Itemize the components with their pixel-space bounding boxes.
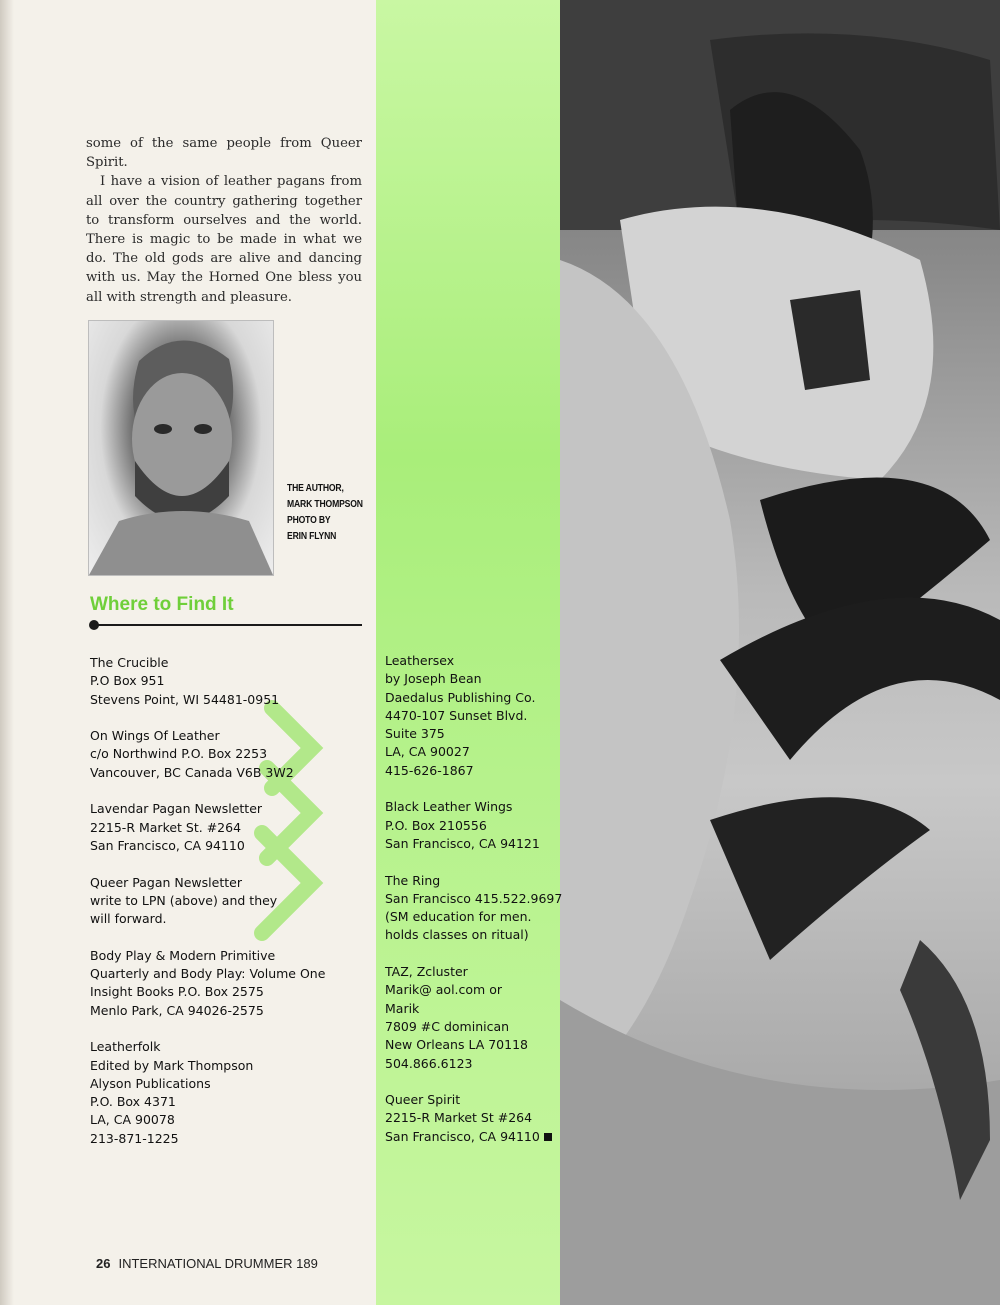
resource-line: 2215-R Market St. #264: [90, 819, 242, 835]
resource-entry: [90, 800, 360, 855]
resource-entry: [385, 1091, 563, 1146]
resource-line: Daedalus Publishing Co.: [385, 689, 536, 705]
caption-line: PHOTO BY: [287, 514, 331, 526]
page-edge: [0, 0, 14, 1305]
resource-line: Marik@ aol.com or: [385, 982, 502, 998]
resource-line: Queer Pagan Newsletter: [90, 874, 242, 890]
resource-entry: [385, 798, 563, 853]
heading-rule: [96, 624, 362, 626]
resource-list-left: [90, 654, 360, 1166]
resource-entry: [90, 874, 360, 929]
resource-line: Quarterly and Body Play: Volume One: [90, 966, 326, 982]
resource-line: New Orleans LA 70118: [385, 1037, 528, 1053]
end-of-article-mark: [544, 1133, 552, 1141]
caption-line: THE AUTHOR,: [287, 482, 344, 494]
resource-line: Stevens Point, WI 54481-0951: [90, 691, 280, 707]
photo-caption: [287, 480, 361, 544]
resource-line: 2215-R Market St #264: [385, 1110, 533, 1126]
resource-entry: [385, 652, 563, 780]
resource-line: Vancouver, BC Canada V6B 3W2: [90, 764, 294, 780]
author-portrait-photo: [88, 320, 274, 576]
resource-line: 4470-107 Sunset Blvd.: [385, 707, 528, 723]
tattooed-figure-photo: [560, 0, 1000, 1305]
resource-line: San Francisco, CA 94110: [90, 837, 245, 853]
resource-line: will forward.: [90, 911, 167, 927]
resource-line: Lavendar Pagan Newsletter: [90, 801, 263, 817]
resource-entry: [90, 1038, 360, 1148]
portrait-shapes: [89, 321, 273, 575]
resource-line: c/o Northwind P.O. Box 2253: [90, 746, 268, 762]
resource-line: The Ring: [385, 872, 441, 888]
resource-entry: [90, 727, 360, 782]
resource-line: Body Play & Modern Primitive: [90, 947, 276, 963]
resource-line: Queer Spirit: [385, 1092, 461, 1108]
resource-line: 415-626-1867: [385, 762, 474, 778]
resource-line: On Wings Of Leather: [90, 728, 220, 744]
article-paragraph: some of the same people from Queer Spirit.: [86, 136, 362, 171]
page-footer: [96, 1256, 318, 1271]
resource-entry: [385, 963, 563, 1073]
resource-line: Marik: [385, 1000, 420, 1016]
article-body: [86, 134, 362, 307]
caption-line: MARK THOMPSON: [287, 498, 363, 510]
resource-line: San Francisco, CA 94110: [385, 1128, 540, 1144]
resource-line: Menlo Park, CA 94026-2575: [90, 1002, 264, 1018]
resource-line: The Crucible: [90, 655, 169, 670]
resource-line: P.O. Box 4371: [90, 1094, 176, 1110]
resource-line: Black Leather Wings: [385, 799, 513, 815]
article-paragraph: I have a vision of leather pagans from all over the country gathering together to transform ourselves and the world. There is magic to be made in what we do. The old gods are alive and dancing with us. May the Horned One bless you all with strength and pleasure.: [86, 174, 362, 305]
resource-entry: [90, 947, 360, 1020]
resource-line: San Francisco 415.522.9697: [385, 890, 563, 906]
resource-line: write to LPN (above) and they: [90, 892, 278, 908]
resource-line: 504.866.6123: [385, 1055, 473, 1071]
resource-line: Leatherfolk: [90, 1039, 161, 1055]
resource-line: Suite 375: [385, 726, 445, 742]
resource-line: Insight Books P.O. Box 2575: [90, 984, 264, 1000]
resource-line: 213-871-1225: [90, 1130, 179, 1146]
resource-line: LA, CA 90078: [90, 1112, 175, 1128]
resource-line: by Joseph Bean: [385, 671, 482, 687]
resource-line: 7809 #C dominican: [385, 1018, 510, 1034]
resource-line: P.O Box 951: [90, 673, 165, 689]
publication-title: INTERNATIONAL DRUMMER 189: [118, 1256, 318, 1271]
resource-list-right: [385, 652, 563, 1164]
resource-last-line: [385, 1128, 563, 1146]
resource-line: Alyson Publications: [90, 1075, 211, 1091]
resource-line: P.O. Box 210556: [385, 817, 487, 833]
resource-entry: [385, 872, 563, 945]
section-heading: Where to Find It: [90, 594, 234, 615]
resource-line: LA, CA 90027: [385, 744, 470, 760]
resource-line: Edited by Mark Thompson: [90, 1057, 254, 1073]
resource-line: (SM education for men.: [385, 909, 532, 925]
photo-shapes: [560, 0, 1000, 1305]
caption-line: ERIN FLYNN: [287, 530, 337, 542]
resource-line: TAZ, Zcluster: [385, 964, 468, 980]
resource-line: holds classes on ritual): [385, 927, 529, 943]
page-number: 26: [96, 1256, 111, 1271]
resource-entry: [90, 654, 360, 709]
resource-line: San Francisco, CA 94121: [385, 835, 540, 851]
resource-line: Leathersex: [385, 653, 455, 668]
